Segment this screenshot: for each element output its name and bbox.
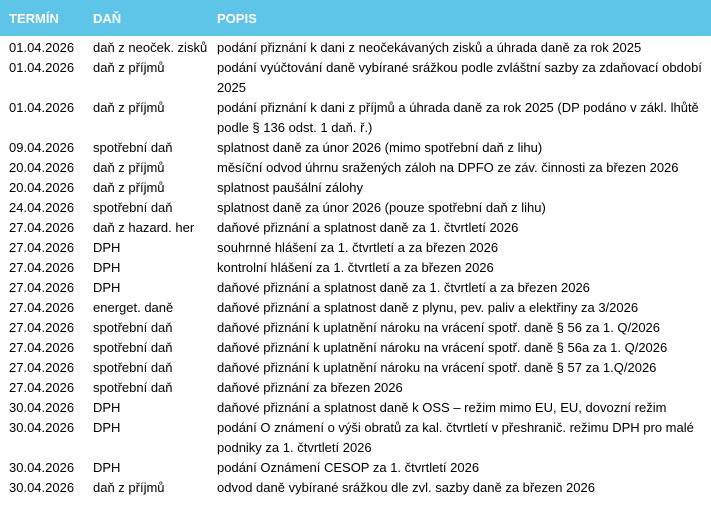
table-row <box>0 418 711 458</box>
table-row <box>0 218 711 238</box>
row-tax: daň z příjmů <box>93 180 165 195</box>
row-tax: spotřební daň <box>93 140 173 155</box>
row-tax: daň z příjmů <box>93 480 165 495</box>
row-description: podání přiznání k dani z neočekávaných zisků a úhrada daně za rok 2025 <box>217 40 642 55</box>
table-row <box>0 138 711 158</box>
table-row <box>0 398 711 418</box>
row-tax: DPH <box>93 260 121 275</box>
header-tax: DAŇ <box>93 10 122 26</box>
row-description: podání Oznámení CESOP za 1. čtvrtletí 2026 <box>217 460 480 475</box>
row-tax: spotřební daň <box>93 340 173 355</box>
table-row <box>0 158 711 178</box>
row-date: 27.04.2026 <box>9 240 75 255</box>
row-description: kontrolní hlášení za 1. čtvrtletí a za březen 2026 <box>217 260 494 275</box>
row-date: 09.04.2026 <box>9 140 75 155</box>
row-date: 30.04.2026 <box>9 480 75 495</box>
table-row <box>0 458 711 478</box>
row-tax: DPH <box>93 420 121 435</box>
row-date: 30.04.2026 <box>9 400 75 415</box>
row-tax: spotřební daň <box>93 360 173 375</box>
row-description: podání vyúčtování daně vybírané srážkou podle zvláštní sazby za zdaňovací období 2025 <box>217 60 702 95</box>
row-date: 30.04.2026 <box>9 460 75 475</box>
row-date: 20.04.2026 <box>9 180 75 195</box>
row-date: 30.04.2026 <box>9 420 75 435</box>
header-description: POPIS <box>217 10 257 26</box>
row-description: daňové přiznání k uplatnění nároku na vrácení spotř. daně § 56 za 1. Q/2026 <box>217 320 661 335</box>
row-tax: spotřební daň <box>93 380 173 395</box>
row-date: 01.04.2026 <box>9 100 75 115</box>
row-description: měsíční odvod úhrnu sražených záloh na DPFO ze záv. činnosti za březen 2026 <box>217 160 679 175</box>
row-description: daňové přiznání a splatnost daně z plynu, pev. paliv a elektřiny za 3/2026 <box>217 300 639 315</box>
row-tax: daň z příjmů <box>93 160 165 175</box>
row-description: daňové přiznání k uplatnění nároku na vrácení spotř. daně § 56a za 1. Q/2026 <box>217 340 668 355</box>
table-row <box>0 38 711 58</box>
row-date: 01.04.2026 <box>9 40 75 55</box>
table-row <box>0 278 711 298</box>
row-tax: daň z příjmů <box>93 100 165 115</box>
row-description: odvod daně vybírané srážkou dle zvl. sazby daně za březen 2026 <box>217 480 595 495</box>
row-tax: energet. daně <box>93 300 174 315</box>
row-date: 27.04.2026 <box>9 340 75 355</box>
row-description: podání přiznání k dani z příjmů a úhrada daně za rok 2025 (DP podáno v zákl. lhůtě podle § 136 odst. 1 daň. ř.) <box>217 100 699 135</box>
row-date: 24.04.2026 <box>9 200 75 215</box>
table-row <box>0 258 711 278</box>
row-date: 27.04.2026 <box>9 280 75 295</box>
row-date: 27.04.2026 <box>9 380 75 395</box>
row-date: 01.04.2026 <box>9 60 75 75</box>
row-date: 27.04.2026 <box>9 360 75 375</box>
row-date: 27.04.2026 <box>9 300 75 315</box>
row-tax: DPH <box>93 240 121 255</box>
row-tax: daň z příjmů <box>93 60 165 75</box>
row-tax: spotřební daň <box>93 200 173 215</box>
table-row <box>0 378 711 398</box>
table-row <box>0 298 711 318</box>
row-date: 27.04.2026 <box>9 260 75 275</box>
row-tax: daň z neoček. zisků <box>93 40 208 55</box>
row-tax: DPH <box>93 460 121 475</box>
row-description: splatnost daně za únor 2026 (pouze spotřební daň z lihu) <box>217 200 546 215</box>
row-description: daňové přiznání za březen 2026 <box>217 380 403 395</box>
row-description: daňové přiznání k uplatnění nároku na vrácení spotř. daně § 57 za 1.Q/2026 <box>217 360 657 375</box>
row-date: 27.04.2026 <box>9 320 75 335</box>
row-tax: spotřební daň <box>93 320 173 335</box>
table-row <box>0 198 711 218</box>
row-date: 27.04.2026 <box>9 220 75 235</box>
table-row <box>0 178 711 198</box>
row-description: souhrnné hlášení za 1. čtvrtletí a za březen 2026 <box>217 240 499 255</box>
row-description: splatnost daně za únor 2026 (mimo spotřební daň z lihu) <box>217 140 543 155</box>
table-row <box>0 238 711 258</box>
table-row <box>0 358 711 378</box>
row-date: 20.04.2026 <box>9 160 75 175</box>
row-tax: DPH <box>93 280 121 295</box>
row-description: splatnost paušální zálohy <box>217 180 363 195</box>
row-description: daňové přiznání a splatnost daně k OSS – režim mimo EU, EU, dovozní režim <box>217 400 667 415</box>
header-date: TERMÍN <box>9 10 59 26</box>
table-row <box>0 58 711 98</box>
table-row <box>0 98 711 138</box>
table-row <box>0 318 711 338</box>
row-description: daňové přiznání a splatnost daně za 1. čtvrtletí 2026 <box>217 220 519 235</box>
row-tax: DPH <box>93 400 121 415</box>
row-description: podání O známení o výši obratů za kal. čtvrtletí v přeshranič. režimu DPH pro malé podniky za 1. čtvrtletí 2026 <box>217 420 694 455</box>
table-row <box>0 478 711 498</box>
row-description: daňové přiznání a splatnost daně za 1. čtvrtletí a za březen 2026 <box>217 280 590 295</box>
table-row <box>0 338 711 358</box>
table-body <box>0 36 711 498</box>
row-tax: daň z hazard. her <box>93 220 195 235</box>
table-header <box>0 0 711 36</box>
